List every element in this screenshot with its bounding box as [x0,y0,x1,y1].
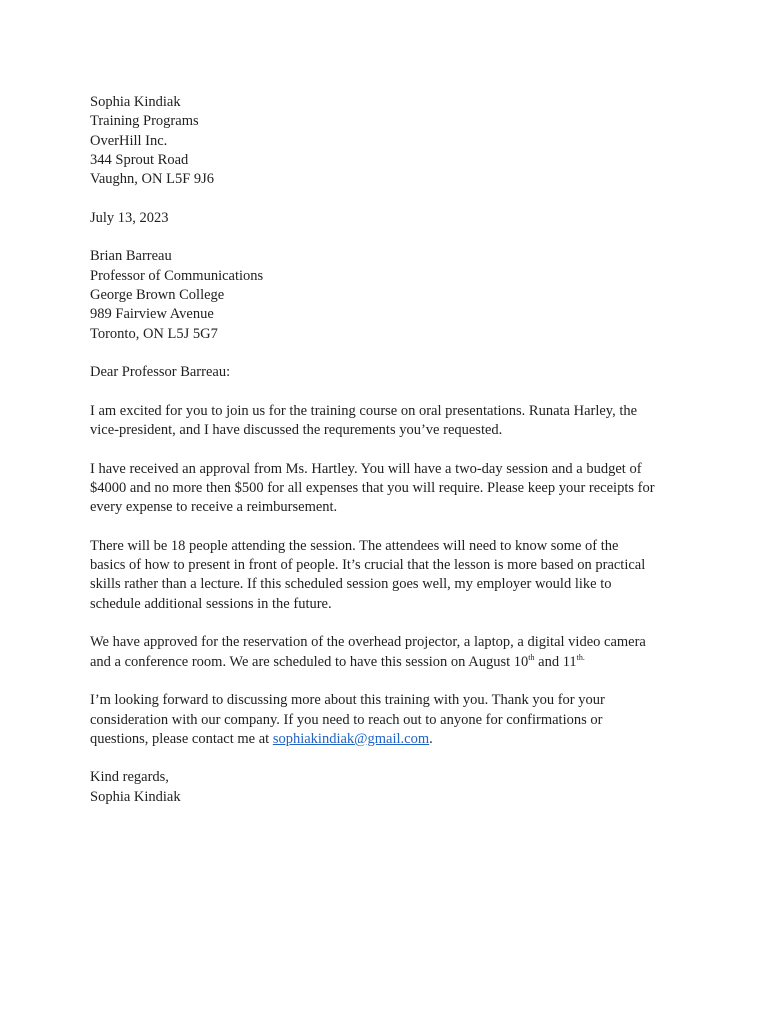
sender-address [90,93,690,189]
sender-city: Vaughn, ON L5F 9J6 [90,171,215,188]
letter-date [90,209,690,228]
paragraph-line: We have approved for the reservation of the overhead projector, a laptop, a digital video camera [90,634,646,651]
recipient-city: Toronto, ON L5J 5G7 [90,325,218,342]
paragraph-line: every expense to receive a reimbursement. [90,499,338,516]
paragraph-line: I have received an approval from Ms. Hartley. You will have a two-day session and a budget of [90,460,642,477]
signature-name: Sophia Kindiak [90,788,181,805]
paragraph-line: I am excited for you to join us for the training course on oral presentations. Runata Harley, the [90,402,638,419]
ordinal-suffix: th [528,652,535,662]
sender-street: 344 Sprout Road [90,151,189,168]
sender-name: Sophia Kindiak [90,94,181,110]
letter [90,93,690,826]
paragraph-line [90,730,690,749]
salutation [90,363,690,382]
paragraph-line: consideration with our company. If you need to reach out to anyone for confirmations or [90,711,603,728]
sender-department: Training Programs [90,113,199,130]
paragraph-line: skills rather than a lecture. If this scheduled session goes well, my employer would like to [90,576,612,593]
salutation-text: Dear Professor Barreau: [90,364,231,381]
paragraph-line: schedule additional sessions in the future. [90,595,332,612]
recipient-name: Brian Barreau [90,248,172,265]
date-text: July 13, 2023 [90,209,169,226]
paragraph-line: There will be 18 people attending the session. The attendees will need to know some of the [90,537,619,554]
paragraph-budget [90,460,690,518]
paragraph-line: vice-president, and I have discussed the requrements you’ve requested. [90,422,503,439]
paragraph-equipment [90,633,690,672]
signature-block [90,768,690,807]
schedule-conjunction: and 11 [534,653,577,670]
ordinal-suffix: th. [576,652,585,662]
paragraph-closing [90,691,690,749]
sender-company: OverHill Inc. [90,132,168,149]
email-link[interactable]: sophiakindiak@gmail.com [272,730,430,747]
contact-period: . [429,730,433,747]
paragraph-attendees [90,537,690,614]
contact-text: questions, please contact me at [90,730,273,747]
recipient-street: 989 Fairview Avenue [90,306,214,323]
schedule-text: and a conference room. We are scheduled to have this session on August 10 [90,653,529,670]
paragraph-line: I’m looking forward to discussing more about this training with you. Thank you for your [90,692,605,709]
closing-text: Kind regards, [90,769,169,786]
recipient-title: Professor of Communications [90,267,264,284]
recipient-organization: George Brown College [90,286,225,303]
paragraph-line: $4000 and no more then $500 for all expenses that you will require. Please keep your receipts for [90,479,655,496]
paragraph-intro [90,402,690,441]
paragraph-line: basics of how to present in front of people. It’s crucial that the lesson is more based on practical [90,557,646,574]
recipient-address [90,247,690,343]
paragraph-line [90,653,690,672]
